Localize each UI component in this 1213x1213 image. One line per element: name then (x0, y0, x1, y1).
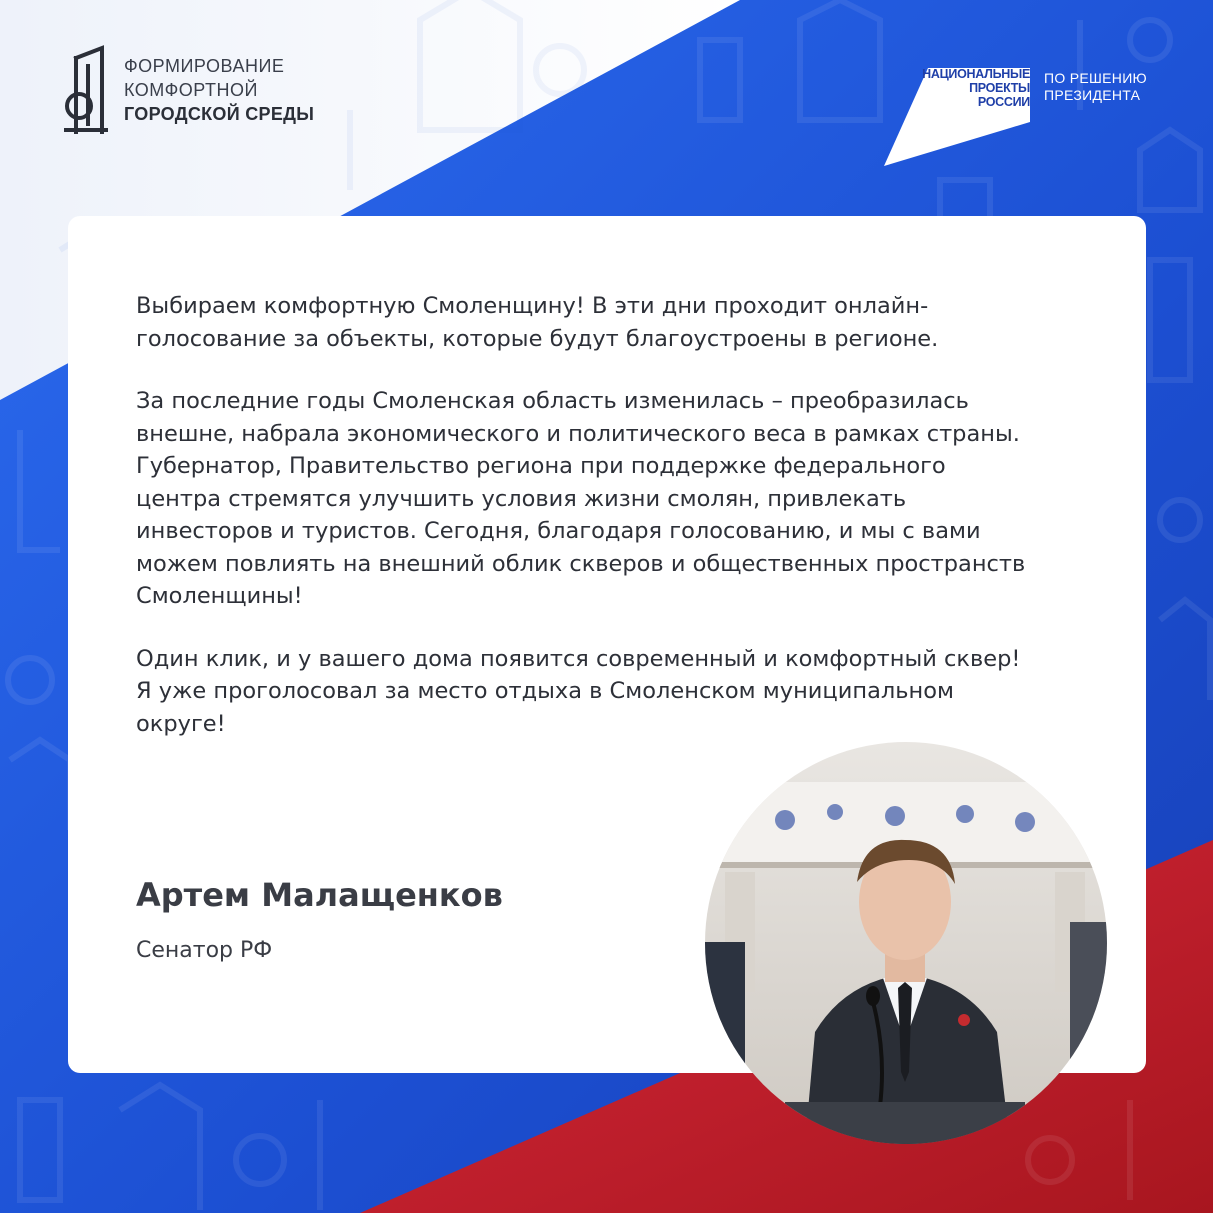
brand-line-1: ФОРМИРОВАНИЕ (124, 56, 285, 76)
author-portrait (705, 742, 1107, 1144)
president-line-1: ПО РЕШЕНИЮ (1044, 70, 1148, 86)
president-line-2: ПРЕЗИДЕНТА (1044, 87, 1141, 103)
building-logo-icon (62, 44, 110, 136)
quote-paragraph-1: Выбираем комфортную Смоленщину! В эти дни проходит онлайн-голосование за объекты, которые будут благоустроены в регионе. (136, 293, 939, 352)
president-caption (1044, 70, 1147, 104)
national-projects-logo (880, 62, 1030, 166)
quote-paragraph-3: Один клик, и у вашего дома появится современный и комфортный сквер! Я уже проголосовал за место отдыха в Смоленском муниципальном округе! (136, 645, 1021, 737)
national-projects-line-1: НАЦИОНАЛЬНЫЕ (922, 67, 1030, 81)
brand-line-2: КОМФОРТНОЙ (124, 80, 258, 100)
quote-paragraph-2: За последние годы Смоленская область изменилась – преобразилась внешне, набрала экономического и политического веса в рамках страны. Губернатор, Правительство региона при поддержке федерального центра стремятся улучшить условия жизни смолян, привлекать инвесторов и туристов. Сегодня, благодаря голосованию, и мы с вами можем повлиять на внешний облик скверов и общественных пространств Смоленщины! (136, 388, 1026, 609)
quote-text (136, 290, 1036, 770)
national-projects-line-3: РОССИИ (977, 95, 1030, 109)
brand-line-3: ГОРОДСКОЙ СРЕДЫ (124, 104, 315, 124)
author-role: Сенатор РФ (136, 938, 273, 963)
author-name: Артем Малащенков (136, 876, 503, 914)
portrait-illustration (705, 742, 1107, 1144)
brand-logo (62, 44, 314, 136)
national-projects-line-2: ПРОЕКТЫ (969, 81, 1030, 95)
